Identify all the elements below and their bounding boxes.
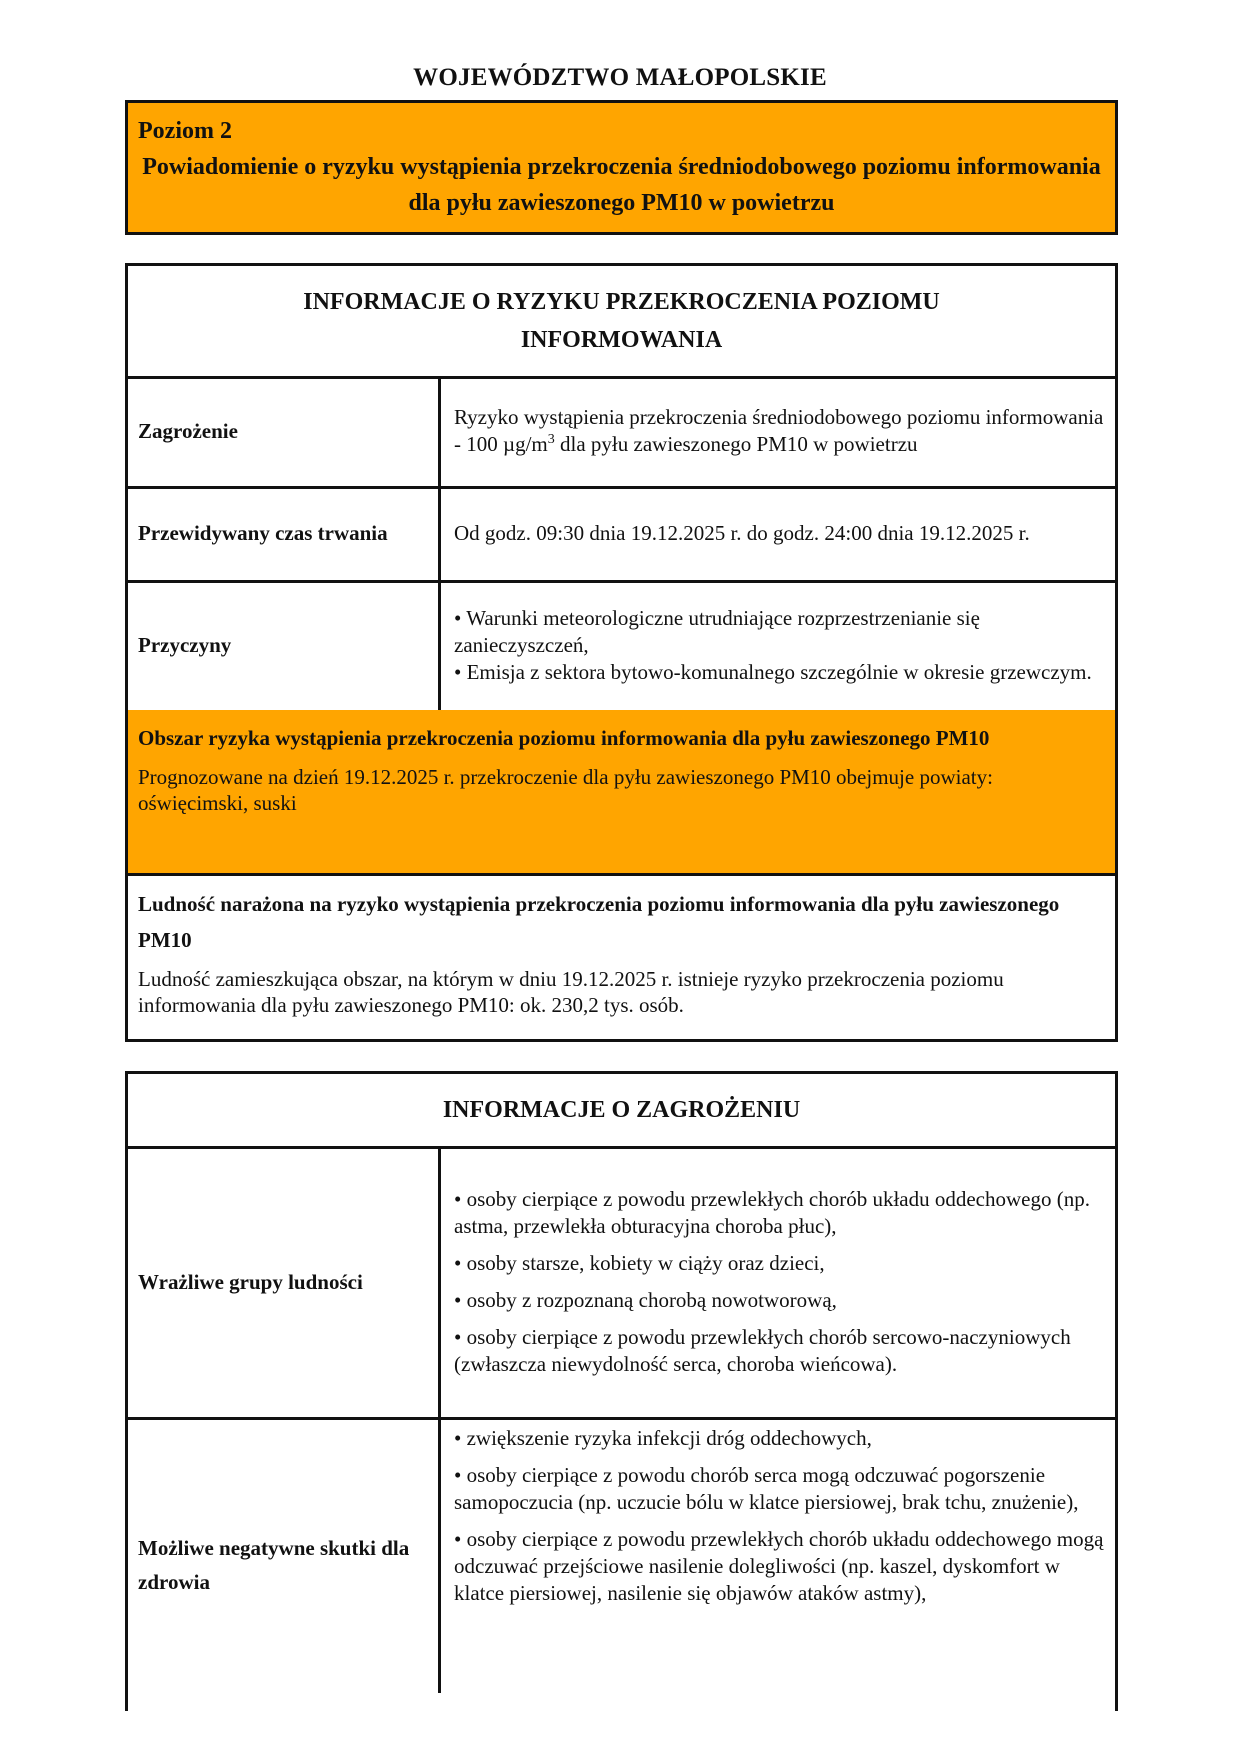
threat-table-header: INFORMACJE O ZAGROŻENIU — [128, 1074, 1115, 1149]
list-item: • zwiększenie ryzyka infekcji dróg oddechowych, — [454, 1426, 872, 1450]
alert-subtitle: Powiadomienie o ryzyku wystąpienia przekroczenia średniodobowego poziomu informowania dla pyłu zawieszonego PM10 w powietrzu — [142, 154, 1101, 216]
list-item: • Warunki meteorologiczne utrudniające rozprzestrzenianie się zanieczyszczeń, — [454, 605, 980, 657]
risk-area-section — [128, 710, 1115, 876]
threat-text: Ryzyko wystąpienia przekroczenia średniodobowego poziomu informowania - 100 µg/m — [454, 405, 1104, 456]
risk-area-body: Prognozowane na dzień 19.12.2025 r. przekroczenie dla pyłu zawieszonego PM10 obejmuje powiaty: oświęcimski, suski — [138, 765, 993, 815]
alert-level-banner — [125, 100, 1118, 235]
row-label: Przyczyny — [128, 580, 441, 710]
row-value — [444, 1417, 1115, 1693]
list-item: • osoby cierpiące z powodu chorób serca mogą odczuwać pogorszenie samopoczucia (np. uczucie bólu w klatce piersiowej, brak tchu, znużenie), — [454, 1463, 1079, 1514]
list-item: • osoby cierpiące z powodu przewlekłych chorób sercowo-naczyniowych (zwłaszcza niewydolność serca, choroba wieńcowa). — [454, 1324, 1071, 1376]
unit-superscript: 3 — [547, 432, 555, 447]
threat-text-cont: dla pyłu zawieszonego PM10 w powietrzu — [554, 432, 918, 456]
risk-area-heading: Obszar ryzyka wystąpienia przekroczenia poziomu informowania dla pyłu zawieszonego PM10 — [138, 726, 990, 750]
list-item: • osoby cierpiące z powodu przewlekłych chorób układu oddechowego mogą odczuwać przejściowe nasilenie dolegliwości (np. kaszel, dyskomfort w klatce piersiowej, nasilenie się objawów ataków astmy), — [454, 1527, 1104, 1605]
page-title: WOJEWÓDZTWO MAŁOPOLSKIE — [413, 64, 827, 91]
exposed-population-section — [128, 876, 1115, 1042]
alert-level: Poziom 2 — [138, 118, 232, 144]
table-row-causes — [128, 580, 1115, 713]
row-label: Zagrożenie — [128, 376, 441, 486]
list-item: • osoby z rozpoznaną chorobą nowotworową, — [454, 1287, 837, 1312]
risk-info-table — [125, 263, 1118, 1042]
threat-info-table — [125, 1071, 1118, 1711]
table-row-threat — [128, 376, 1115, 489]
row-value — [444, 376, 1115, 486]
list-item: • Emisja z sektora bytowo-komunalnego szczególnie w okresie grzewczym. — [454, 659, 1092, 684]
table-row-sensitive-groups — [128, 1146, 1115, 1420]
list-item: • osoby starsze, kobiety w ciąży oraz dzieci, — [454, 1250, 825, 1275]
row-value — [444, 1146, 1115, 1417]
row-value — [444, 486, 1115, 580]
table-row-duration — [128, 486, 1115, 583]
row-label: Wrażliwe grupy ludności — [128, 1146, 441, 1417]
list-item: • osoby cierpiące z powodu przewlekłych chorób układu oddechowego (np. astma, przewlekła obturacyjna choroba płuc), — [454, 1186, 1090, 1238]
duration-text: Od godz. 09:30 dnia 19.12.2025 r. do godz. 24:00 dnia 19.12.2025 r. — [454, 520, 1030, 545]
table-row-health-effects — [128, 1417, 1115, 1693]
population-body: Ludność zamieszkująca obszar, na którym w dniu 19.12.2025 r. istnieje ryzyko przekroczenia poziomu informowania dla pyłu zawieszonego PM10: ok. 230,2 tys. osób. — [138, 967, 1004, 1017]
row-value — [444, 580, 1115, 710]
row-label: Przewidywany czas trwania — [128, 486, 441, 580]
population-heading: Ludność narażona na ryzyko wystąpienia przekroczenia poziomu informowania dla pyłu zawieszonego PM10 — [138, 892, 1060, 952]
row-label: Możliwe negatywne skutki dla zdrowia — [128, 1417, 441, 1693]
risk-table-header: INFORMACJE O RYZYKU PRZEKROCZENIA POZIOMU INFORMOWANIA — [128, 266, 1115, 379]
